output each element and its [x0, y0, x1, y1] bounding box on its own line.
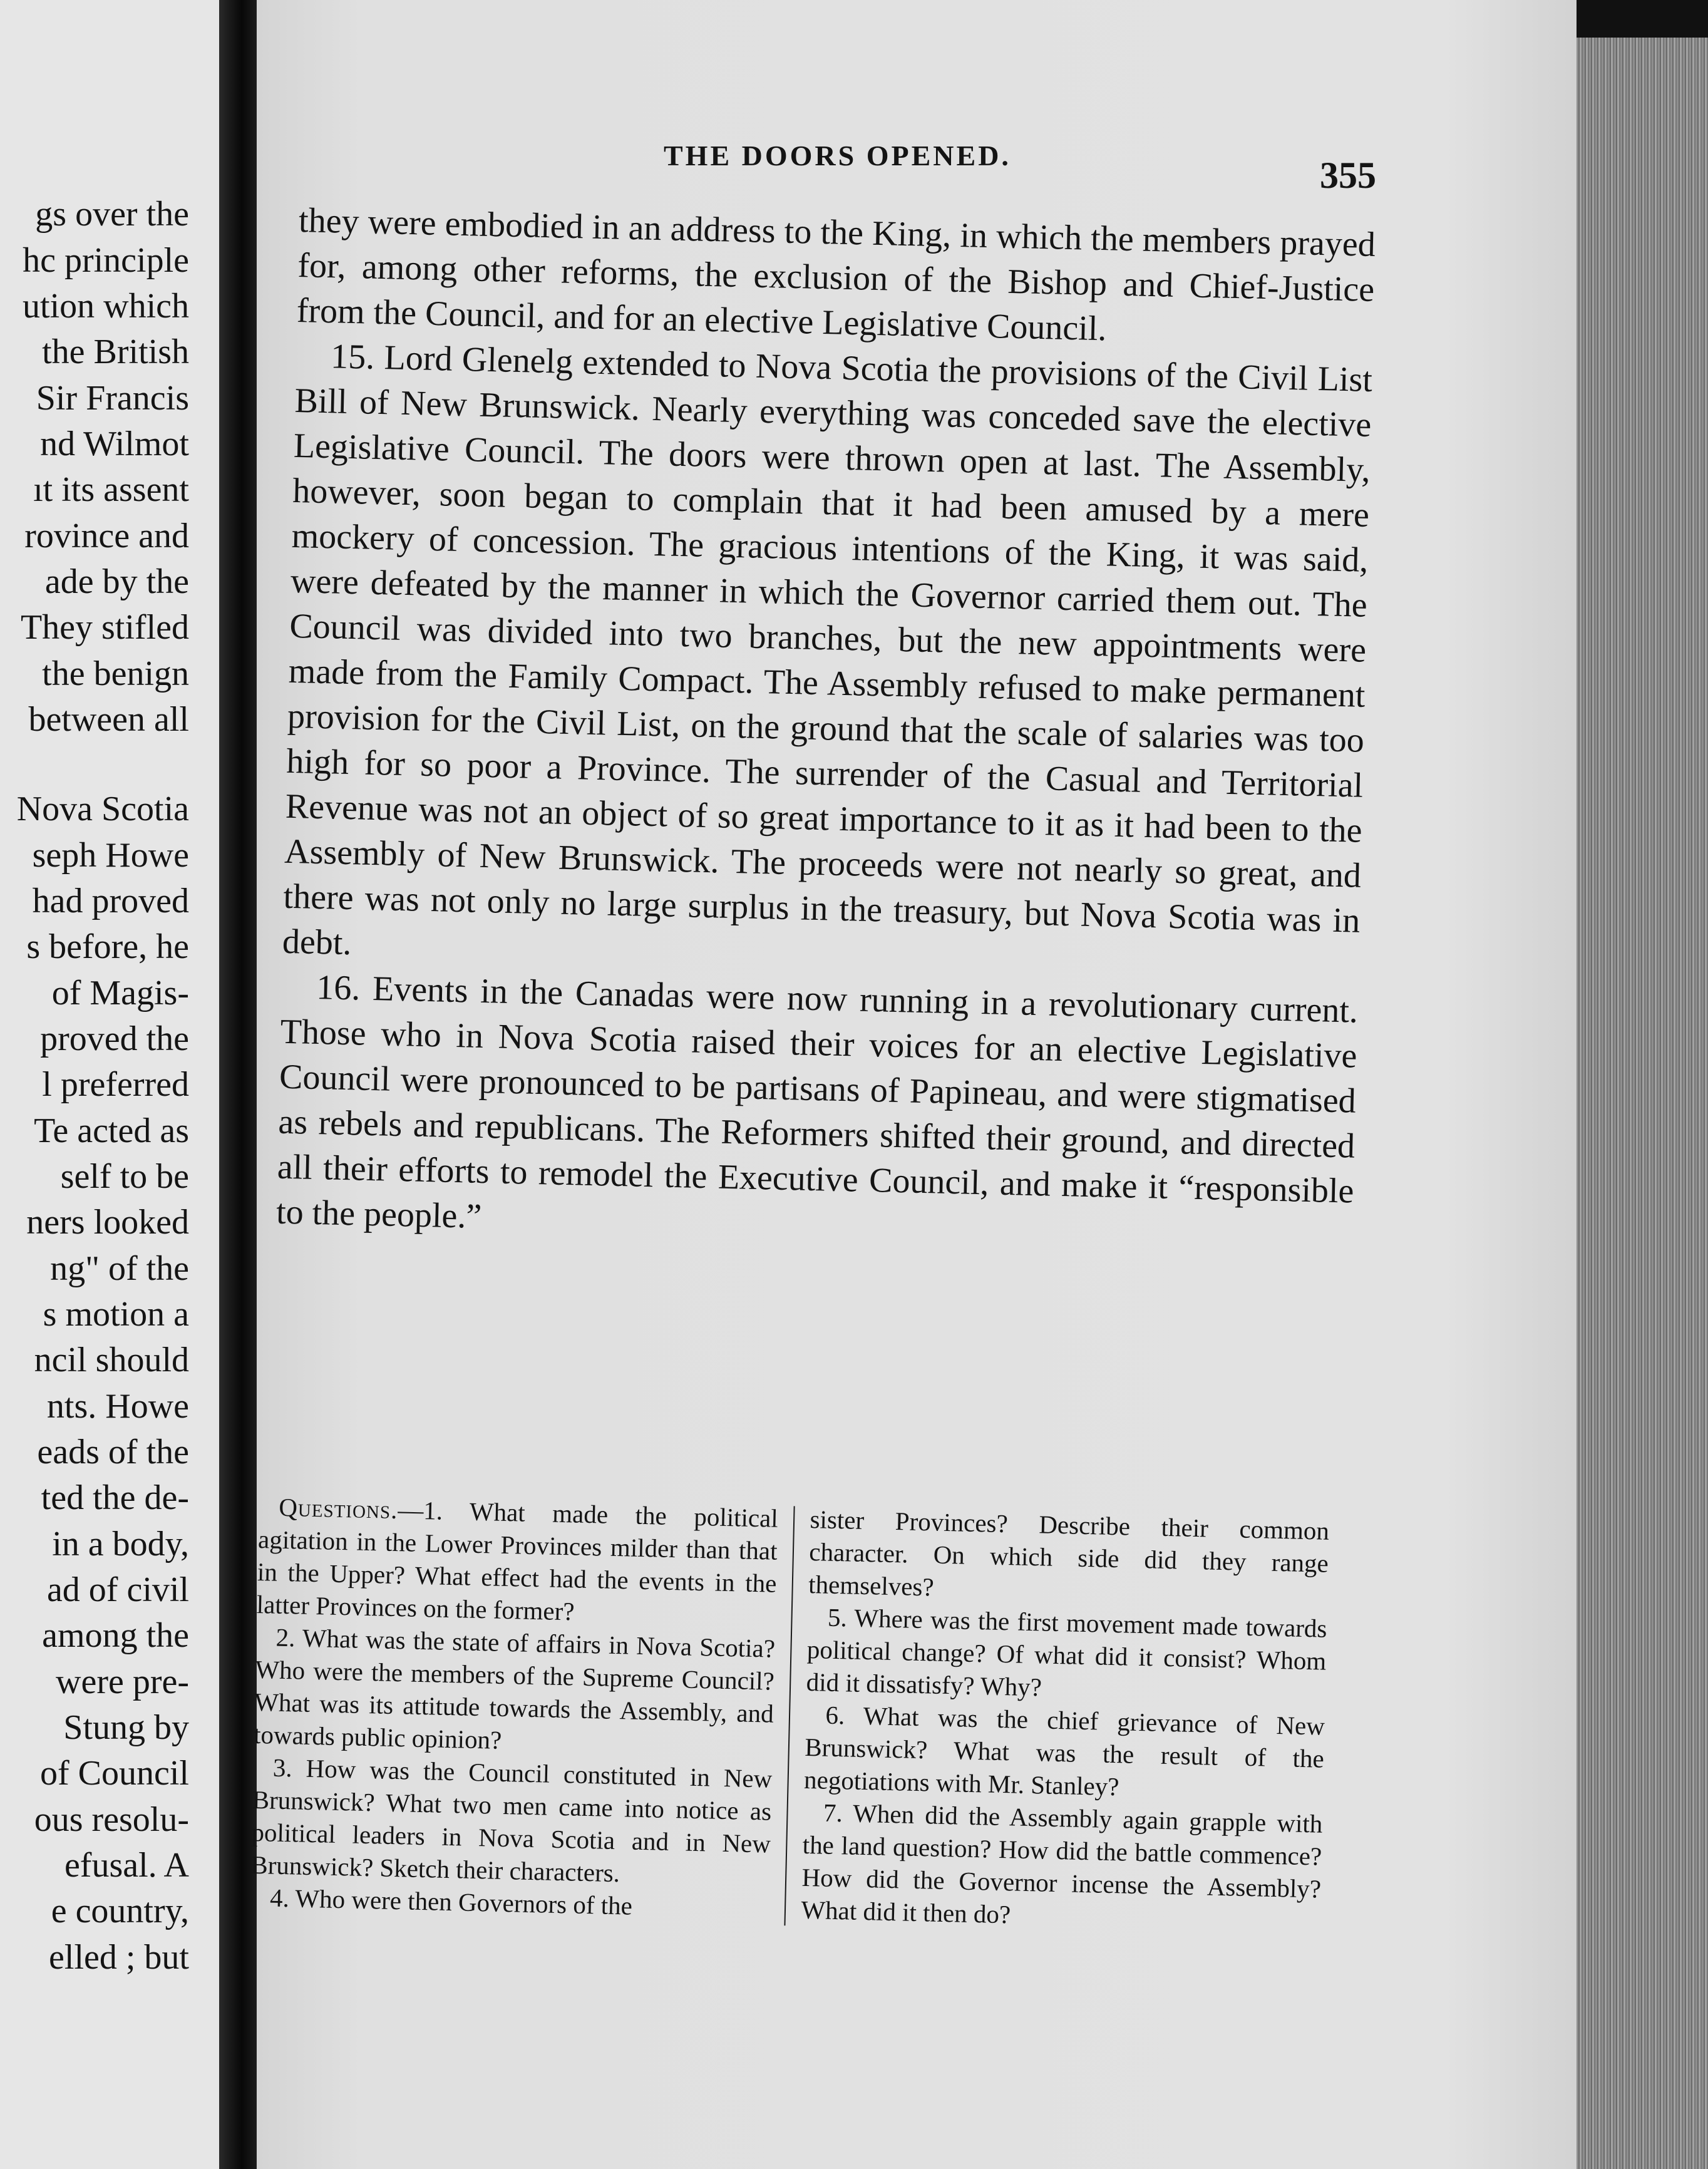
left-page-line: proved the	[40, 1019, 189, 1058]
paragraph-continued: they were embodied in an address to the King, in which the members prayed for, among other reforms, the exclusion of the Bishop and Chief-Justice from the Council, and for an elective Legislative Council.	[296, 200, 1376, 349]
left-page-line: of Magis-	[51, 974, 189, 1012]
left-page-line: ution which	[23, 287, 189, 326]
question-1-text: —1. What made the political agitation in the Lower Provinces milder than that in the Upper? What effect had the events in the latter Provinces on the former?	[256, 1495, 779, 1626]
left-page-line: in a body,	[52, 1525, 189, 1564]
questions-section	[250, 1490, 1330, 1938]
left-page-line: the British	[42, 332, 189, 371]
page-edge-shadow	[1577, 0, 1708, 38]
left-page-line: were pre-	[56, 1662, 189, 1701]
question-7: 7. When did the Assembly again grapple with the land question? How did the battle commence? How did the Governor incense the Assembly? What did it then do?	[800, 1798, 1323, 1929]
left-page-line: had proved	[32, 882, 189, 920]
left-page-line: among the	[42, 1616, 189, 1655]
left-page-line: between all	[28, 700, 189, 739]
left-page-line: s motion a	[43, 1295, 189, 1334]
question-3: 3. How was the Council constituted in New Brunswick? What two men came into notice as political leaders in Nova Scotia and in New Brunswick? Sketch their characters.	[250, 1753, 773, 1888]
page-number: 355	[1320, 155, 1376, 196]
left-page-line: of Council	[40, 1754, 189, 1793]
left-page	[0, 0, 219, 2169]
question-2: 2. What was the state of affairs in Nova Scotia? Who were the members of the Supreme Council? What was its attitude towards the Assembly, and towards public opinion?	[253, 1622, 776, 1754]
question-5: 5. Where was the first movement made towards political change? Of what did it consist? Whom did it dissatisfy? Why?	[806, 1602, 1327, 1702]
left-page-line: ıt its assent	[33, 470, 189, 509]
left-page-line: elled ; but	[49, 1938, 189, 1977]
question-1	[256, 1490, 778, 1632]
left-page-line: Te acted as	[34, 1111, 189, 1150]
left-page-line: They stifled	[20, 608, 189, 647]
left-page-line: ad of civil	[46, 1570, 189, 1609]
left-page-line: ted the de-	[41, 1478, 189, 1517]
paragraph-16: 16. Events in the Canadas were now running in a revolutionary current. Those who in Nova Scotia raised their voices for an elective Legislative Council were pronounced to be partisans of Papineau, and were stigmatised as rebels and republicans. The Reformers shifted their ground, and directed all their efforts to remodel the Executive Council, and make it “responsible to the people.”	[275, 967, 1359, 1237]
questions-column-right	[801, 1503, 1330, 1938]
left-page-line: e country,	[51, 1892, 189, 1930]
left-page-line: eads of the	[37, 1433, 189, 1471]
body-text	[275, 198, 1376, 1259]
question-6: 6. What was the chief grievance of New Brunswick? What was the result of the negotiations with Mr. Stanley?	[803, 1700, 1325, 1801]
left-page-line: l preferred	[42, 1065, 189, 1104]
left-page-line: gs over the	[35, 195, 189, 234]
left-page-line: Sir Francis	[36, 379, 189, 418]
left-page-line: Nova Scotia	[16, 790, 189, 828]
question-4-end: sister Provinces? Describe their common character. On which side did they range themselves?	[808, 1504, 1330, 1602]
left-page-line: nts. Howe	[46, 1387, 189, 1426]
left-page-line: efusal. A	[64, 1846, 189, 1885]
column-divider	[784, 1506, 795, 1925]
left-page-line: ncil should	[34, 1341, 189, 1379]
left-page-line: seph Howe	[32, 836, 189, 875]
left-page-line: ous resolu-	[34, 1800, 189, 1839]
left-page-line: ners looked	[26, 1203, 189, 1242]
running-header: THE DOORS OPENED.	[664, 140, 1011, 172]
left-page-line: the benign	[42, 654, 189, 693]
paragraph-15: 15. Lord Glenelg extended to Nova Scotia the provisions of the Civil List Bill of New Brunswick. Nearly everything was conceded save the elective Legislative Council. The doors were thrown open at last. The Assembly, however, soon began to complain that it had been amused by a mere mockery of concession. The gracious intentions of the King, it was said, were defeated by the manner in which the Governor carried them out. The Council was divided into two branches, but the new appointments were made from the Family Compact. The Assembly refused to make permanent provision for the Civil List, on the ground that the scale of salaries was too high for so poor a Province. The surrender of the Casual and Territorial Revenue was not an object of so great importance to it as it had been to the Assembly of New Brunswick. The proceeds were not nearly so great, and there was not only no large surplus in the treasury, but Nova Scotia was in debt.	[282, 337, 1373, 963]
left-page-line: hc principle	[23, 241, 189, 280]
page-stack-edge	[1577, 38, 1708, 2169]
left-page-line: self to be	[60, 1157, 189, 1196]
left-page-line: Stung by	[63, 1708, 189, 1747]
left-page-line: s before, he	[26, 927, 189, 966]
questions-label: Questions.	[278, 1492, 398, 1525]
question-4-start: 4. Who were then Governors of the	[269, 1883, 633, 1920]
left-page-line: ng" of the	[50, 1249, 189, 1288]
left-page-line: rovince and	[24, 517, 189, 555]
left-page-line: ade by the	[44, 562, 189, 601]
questions-column-left	[250, 1490, 779, 1925]
left-page-line: nd Wilmot	[40, 425, 189, 463]
